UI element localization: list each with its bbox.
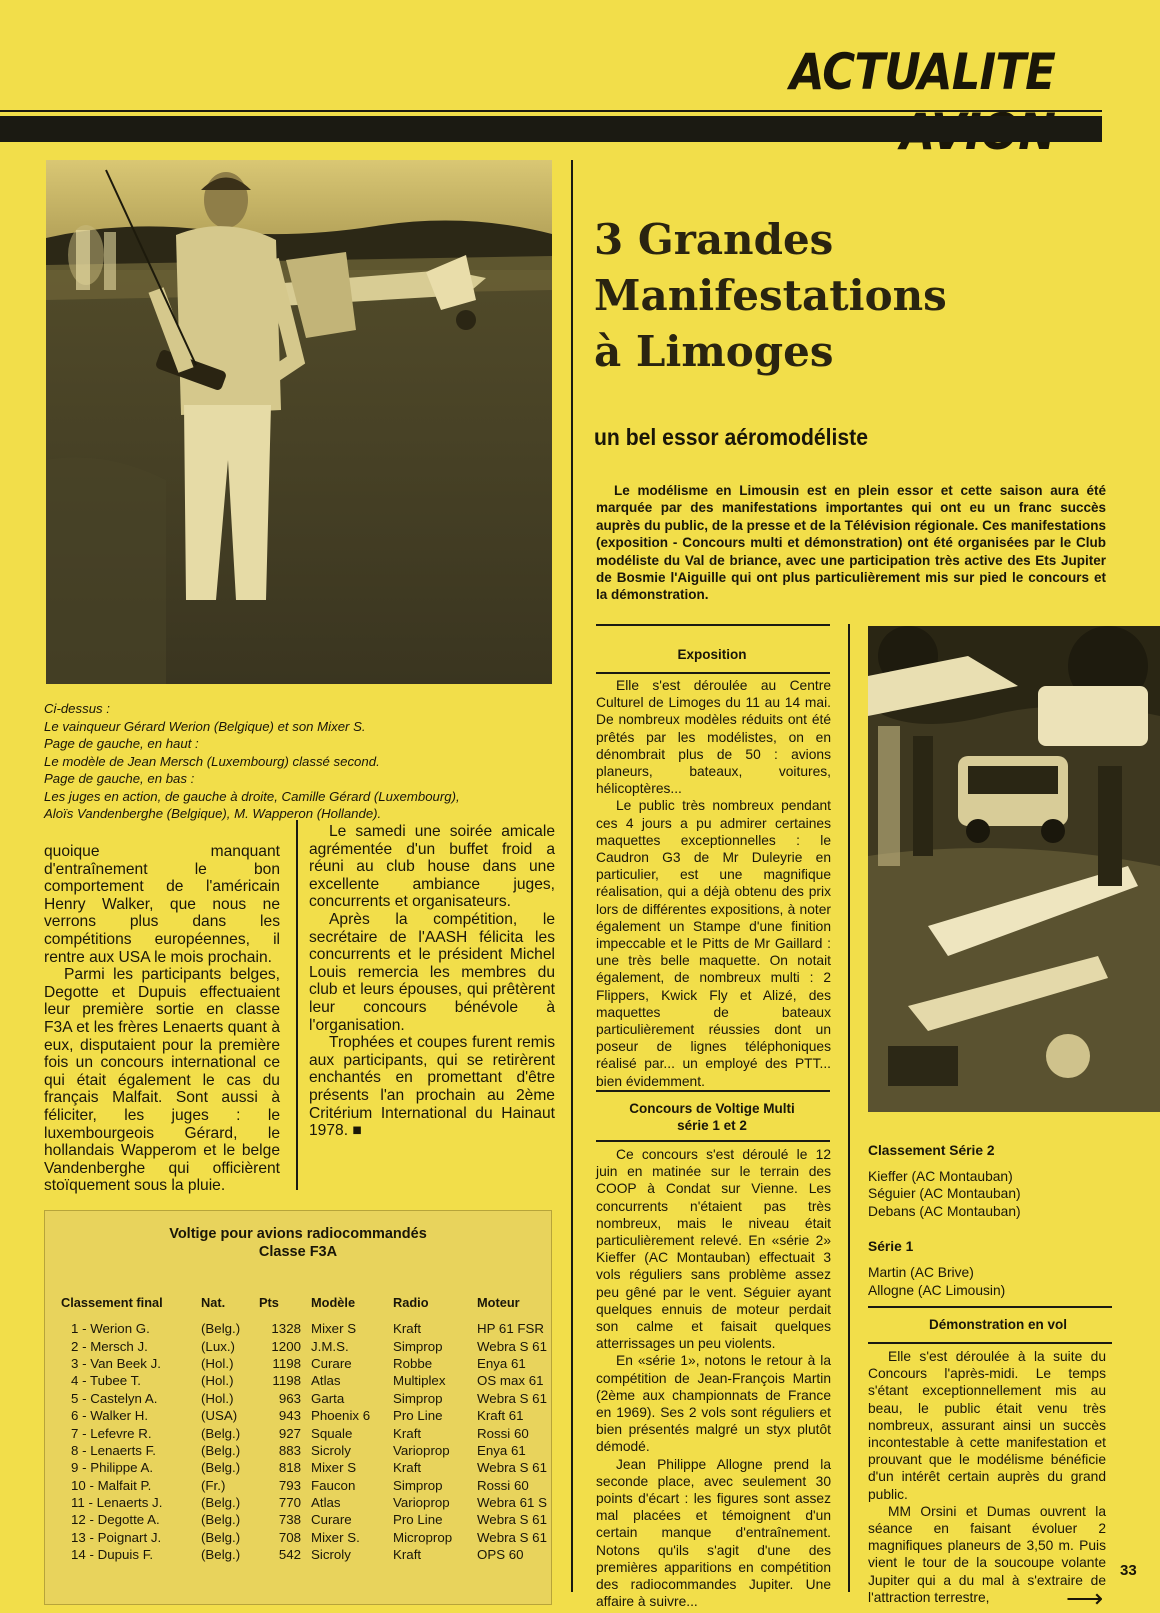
table-row: [61, 1442, 551, 1459]
table-cell: 1200: [271, 1338, 301, 1354]
table-cell: (USA): [201, 1408, 238, 1424]
table-cell: 7 - Lefevre R.: [71, 1425, 152, 1441]
section-rule: [596, 672, 830, 674]
title-line: Classe F3A: [258, 1244, 338, 1260]
table-cell: Multiplex: [393, 1373, 446, 1389]
paragraph: Le public très nombreux pendant ces 4 jours a pu admirer certaines maquettes exceptionnelles : le Caudron G3 de Mr Duleyrie en particulier, est une magnifique réalisation, qui a déjà obtenu des prix lors de différentes expositions, à noter également un Stampe d'une finition impeccable et le Pitts de Mr Gaillard : une très belle maquette. On notait également, de nombreux multi : 2 Flippers, Kwick Fly et Alizé, des maquettes de bateaux particulièrement réussies dont un poseur de lignes téléphoniques réalisé par... un employé des PTT... bien évidemment.: [596, 798, 831, 1089]
table-cell: Rossi 60: [477, 1425, 529, 1441]
table-cell: Garta: [311, 1390, 345, 1406]
column-header: Moteur: [477, 1295, 520, 1310]
caption-line: Les juges en action, de gauche à droite, Camille Gérard (Luxembourg),: [44, 788, 460, 804]
table-cell: Phoenix 6: [311, 1408, 371, 1424]
column-header: Nat.: [201, 1295, 226, 1310]
table-cell: Simprop: [393, 1338, 443, 1354]
table-cell: Enya 61: [477, 1355, 526, 1371]
results-body: [61, 1320, 551, 1563]
table-cell: Webra S 61: [477, 1512, 547, 1528]
title-line: Voltige pour avions radiocommandés: [169, 1226, 427, 1242]
table-cell: (Hol.): [201, 1373, 234, 1389]
exposition-text: [596, 677, 831, 1090]
caption-line: Le vainqueur Gérard Werion (Belgique) et son Mixer S.: [44, 718, 366, 734]
table-cell: Mixer S: [311, 1321, 357, 1337]
heading-line: série 1 et 2: [677, 1118, 747, 1133]
headline-line: 3 Grandes: [594, 215, 834, 264]
table-row: [61, 1390, 551, 1407]
column-rule: [848, 624, 850, 1592]
photo-captions: [44, 700, 564, 823]
table-cell: Sicroly: [311, 1547, 351, 1563]
table-cell: Webra S 61: [477, 1390, 547, 1406]
table-cell: Pro Line: [393, 1408, 443, 1424]
paragraph: Trophées et coupes furent remis aux participants, qui se retirèrent enchantés en promettant d'être présents l'an prochain au 2ème Critérium International du Hainaut 1978. ■: [309, 1034, 555, 1140]
results-title: [45, 1225, 551, 1261]
page-number: 33: [1120, 1562, 1137, 1579]
table-cell: 770: [278, 1495, 301, 1511]
paragraph: Le samedi une soirée amicale agrémentée d'un buffet froid a réuni au club house dans une excellente ambiance juges, concurrents et organisateurs.: [309, 823, 555, 911]
table-row: [61, 1407, 551, 1424]
paragraph: Après la compétition, le secrétaire de l'AASH félicita les concurrents et le président Michel Louis remercia les membres du club et leurs épouses, qui prêtèrent leur concours bénévole à l'organisation.: [309, 910, 555, 1034]
table-header-row: [61, 1295, 551, 1320]
table-cell: 818: [278, 1460, 301, 1476]
table-cell: Kraft: [393, 1321, 422, 1337]
table-cell: Robbe: [393, 1355, 433, 1371]
table-cell: 883: [278, 1442, 301, 1458]
classement-entry: Kieffer (AC Montauban): [868, 1168, 1013, 1184]
body-column-second: [309, 823, 555, 1140]
table-cell: Varioprop: [393, 1495, 450, 1511]
table-cell: Simprop: [393, 1390, 443, 1406]
table-cell: Simprop: [393, 1477, 443, 1493]
table-cell: (Belg.): [201, 1442, 241, 1458]
section-rule: [868, 1306, 1112, 1308]
table-row: [61, 1459, 551, 1476]
photo-pilot-with-model: [46, 160, 552, 684]
paragraph: quoique manquant d'entraînement le bon comportement de l'américain Henry Walker, que nous ne verrons plus dans les compétitions européennes, il rentre aux USA le mois prochain.: [44, 843, 280, 966]
continue-arrow-icon: ⟶: [1066, 1583, 1104, 1613]
table-cell: 793: [278, 1477, 301, 1493]
table-cell: Kraft 61: [477, 1408, 524, 1424]
section-rule: [596, 1090, 830, 1092]
column-header: Radio: [393, 1295, 429, 1310]
demonstration-text: [868, 1348, 1106, 1613]
table-cell: 1198: [272, 1355, 301, 1371]
table-cell: Varioprop: [393, 1442, 450, 1458]
classement-serie2-title: Classement Série 2: [868, 1143, 995, 1158]
concours-text: [596, 1146, 831, 1610]
table-cell: 8 - Lenaerts F.: [71, 1442, 156, 1458]
table-cell: (Belg.): [201, 1495, 241, 1511]
concours-heading: [596, 1100, 828, 1134]
table-cell: Rossi 60: [477, 1477, 529, 1493]
caption-line: Page de gauche, en bas :: [44, 771, 195, 786]
table-cell: Curare: [311, 1355, 352, 1371]
table-cell: Microprop: [393, 1529, 453, 1545]
column-rule: [571, 160, 573, 1592]
table-row: [61, 1529, 551, 1546]
table-cell: 12 - Degotte A.: [71, 1512, 160, 1528]
caption-line: Ci-dessus :: [44, 701, 110, 716]
section-rule: [596, 624, 830, 626]
table-cell: 11 - Lenaerts J.: [71, 1495, 163, 1511]
classement-entry: Martin (AC Brive): [868, 1264, 974, 1280]
paragraph: Elle s'est déroulée à la suite du Concours l'après-midi. Le temps s'étant exceptionnellement mis au beau, le public était venu très nombreux, assurant ainsi un succès incontestable à cette manifestation et prouvant que le modélisme bénéficie d'un intérêt certain auprès du grand public.: [868, 1349, 1106, 1502]
table-cell: 1328: [271, 1321, 301, 1337]
table-cell: Sicroly: [311, 1442, 351, 1458]
table-cell: 738: [278, 1512, 301, 1528]
column-header: Pts: [259, 1295, 279, 1310]
table-row: [61, 1477, 551, 1494]
table-cell: Kraft: [393, 1460, 422, 1476]
section-rule: [596, 1140, 830, 1142]
table-cell: Webra S 61: [477, 1529, 547, 1545]
classement-entry: Allogne (AC Limousin): [868, 1282, 1006, 1298]
table-row: [61, 1424, 551, 1441]
results-table: [61, 1295, 551, 1563]
header-rule: [0, 110, 1102, 112]
paragraph: Ce concours s'est déroulé le 12 juin en matinée sur le terrain des COOP à Condat sur Vienne. Les concurrents n'étaient pas très nombreux, mais le niveau était particulièrement relevé. En «série 2» Kieffer (AC Montauban) effectuait 3 vols réguliers sans problème assez peu gêné par le vent. Séguier ayant quelques ennuis de moteur perdait son calme et faisait quelques atterrissages un peu violents.: [596, 1147, 831, 1352]
table-cell: (Hol.): [201, 1390, 234, 1406]
article-headline: [594, 212, 1114, 380]
table-cell: 6 - Walker H.: [71, 1408, 149, 1424]
table-cell: Curare: [311, 1512, 352, 1528]
body-column-left: [44, 843, 280, 1195]
table-cell: 14 - Dupuis F.: [71, 1547, 154, 1563]
table-cell: Squale: [311, 1425, 353, 1441]
classement-entry: Séguier (AC Montauban): [868, 1186, 1021, 1202]
classement-list: [868, 1142, 1128, 1299]
table-cell: Kraft: [393, 1425, 422, 1441]
caption-line: Aloïs Vandenberghe (Belgique), M. Wapperon (Hollande).: [44, 806, 382, 821]
section-title: ACTUALITE: [789, 43, 1055, 101]
demonstration-heading: Démonstration en vol: [928, 1317, 1068, 1332]
table-cell: Webra S 61: [477, 1460, 547, 1476]
table-cell: HP 61 FSR: [477, 1321, 545, 1337]
table-row: [61, 1320, 551, 1337]
table-row: [61, 1355, 551, 1372]
classement-entry: Debans (AC Montauban): [868, 1203, 1021, 1219]
table-cell: Enya 61: [477, 1442, 526, 1458]
table-cell: 708: [278, 1529, 301, 1545]
table-row: [61, 1372, 551, 1389]
table-cell: 9 - Philippe A.: [71, 1460, 154, 1476]
table-cell: 943: [278, 1408, 301, 1424]
table-cell: (Belg.): [201, 1460, 241, 1476]
table-cell: Atlas: [311, 1373, 341, 1389]
table-cell: OS max 61: [477, 1373, 544, 1389]
table-cell: Webra S 61: [477, 1338, 547, 1354]
caption-line: Le modèle de Jean Mersch (Luxembourg) classé second.: [44, 753, 380, 769]
table-cell: (Hol.): [201, 1355, 234, 1371]
classement-serie1-title: Série 1: [868, 1239, 914, 1255]
table-cell: 13 - Poignart J.: [71, 1529, 162, 1545]
table-cell: (Belg.): [201, 1529, 241, 1545]
table-cell: Pro Line: [393, 1512, 443, 1528]
table-cell: (Belg.): [201, 1321, 241, 1337]
paragraph: En «série 1», notons le retour à la compétition de Jean-François Martin (2ème aux championnats de France en 1969). Ses 2 vols sont réguliers et bien présentés malgré un styx plutôt démodé.: [596, 1353, 831, 1455]
table-cell: Webra 61 S: [477, 1495, 547, 1511]
results-box: [44, 1210, 552, 1605]
table-cell: 4 - Tubee T.: [71, 1373, 141, 1389]
section-rule: [868, 1342, 1112, 1344]
article-subheadline: un bel essor aéromodéliste: [594, 424, 869, 450]
column-header: Modèle: [311, 1295, 356, 1310]
table-cell: 1 - Werion G.: [71, 1321, 150, 1337]
table-cell: 927: [278, 1425, 301, 1441]
paragraph: MM Orsini et Dumas ouvrent la séance en faisant évoluer 2 magnifiques planeurs de 3,50 m. Puis vient le tour de la soucoupe volante Jupiter qui a du mal à s'extraire de l'attraction terrestre,: [868, 1503, 1106, 1605]
article-intro: Le modélisme en Limousin est en plein essor et cette saison aura été marquée par des manifestations importantes qui ont eu un franc succès auprès du public, de la presse et de la Télévision régionale. Ces manifestations (exposition - Concours multi et démonstration) ont été organisées par le Club modéliste du Val de briance, avec une participation très active des Ets Jupiter de Bosmie l'Aiguille qui ont plus particulièrement mis sur pied le concours et la démonstration.: [596, 483, 1106, 603]
caption-line: Page de gauche, en haut :: [44, 736, 199, 751]
table-row: [61, 1337, 551, 1354]
headline-line: Manifestations: [594, 271, 947, 320]
table-cell: J.M.S.: [311, 1338, 349, 1354]
exposition-heading: Exposition: [677, 647, 747, 662]
table-cell: Faucon: [311, 1477, 356, 1493]
table-cell: Mixer S: [311, 1460, 357, 1476]
table-cell: Kraft: [393, 1547, 422, 1563]
table-cell: (Belg.): [201, 1425, 241, 1441]
table-cell: 5 - Castelyn A.: [71, 1390, 158, 1406]
header-bar: [0, 116, 1102, 142]
table-row: [61, 1511, 551, 1528]
table-cell: (Fr.): [201, 1477, 226, 1493]
table-cell: (Lux.): [201, 1338, 235, 1354]
paragraph: Jean Philippe Allogne prend la seconde place, avec seulement 30 points d'écart : les figures sont assez mal placées et témoignent d'un certain manque d'entraînement. Notons qu'ils s'agit d'une des premières apparitions en compétition des radiocommandes Jupiter. Une affaire à suivre...: [596, 1456, 831, 1610]
headline-line: à Limoges: [594, 327, 834, 376]
photo-crowd-demonstration: [868, 626, 1160, 1112]
heading-line: Concours de Voltige Multi: [629, 1101, 795, 1116]
column-rule: [296, 820, 298, 1190]
table-cell: (Belg.): [201, 1547, 241, 1563]
table-cell: 10 - Malfait P.: [71, 1477, 152, 1493]
table-cell: 1198: [272, 1373, 301, 1389]
table-row: [61, 1494, 551, 1511]
paragraph: Elle s'est déroulée au Centre Culturel de Limoges du 11 au 14 mai. De nombreux modèles réduits ont été prêtés par les modélistes, on en dénombrait plus de 50 : avions planeurs, bateaux, voitures, hélicoptères...: [596, 678, 831, 797]
table-cell: 3 - Van Beek J.: [71, 1355, 161, 1371]
table-cell: 2 - Mersch J.: [71, 1338, 148, 1354]
column-header: Classement final: [61, 1295, 163, 1310]
table-cell: 963: [278, 1390, 301, 1406]
paragraph: Parmi les participants belges, Degotte et Dupuis effectuaient leur première sortie en classe F3A et les frères Lenaerts quant à eux, disputaient pour la première fois un concours international ce qui était également le cas du français Malfait. Sont aussi à féliciter, les juges : le luxembourgeois Gérard, le hollandais Wapperom et le belge Vandenberghe qui officièrent stoïquement sous la pluie.: [44, 966, 280, 1195]
table-cell: Mixer S.: [311, 1529, 360, 1545]
table-cell: 542: [278, 1547, 301, 1563]
table-cell: OPS 60: [477, 1547, 524, 1563]
table-cell: (Belg.): [201, 1512, 241, 1528]
table-row: [61, 1546, 551, 1563]
table-cell: Atlas: [311, 1495, 341, 1511]
